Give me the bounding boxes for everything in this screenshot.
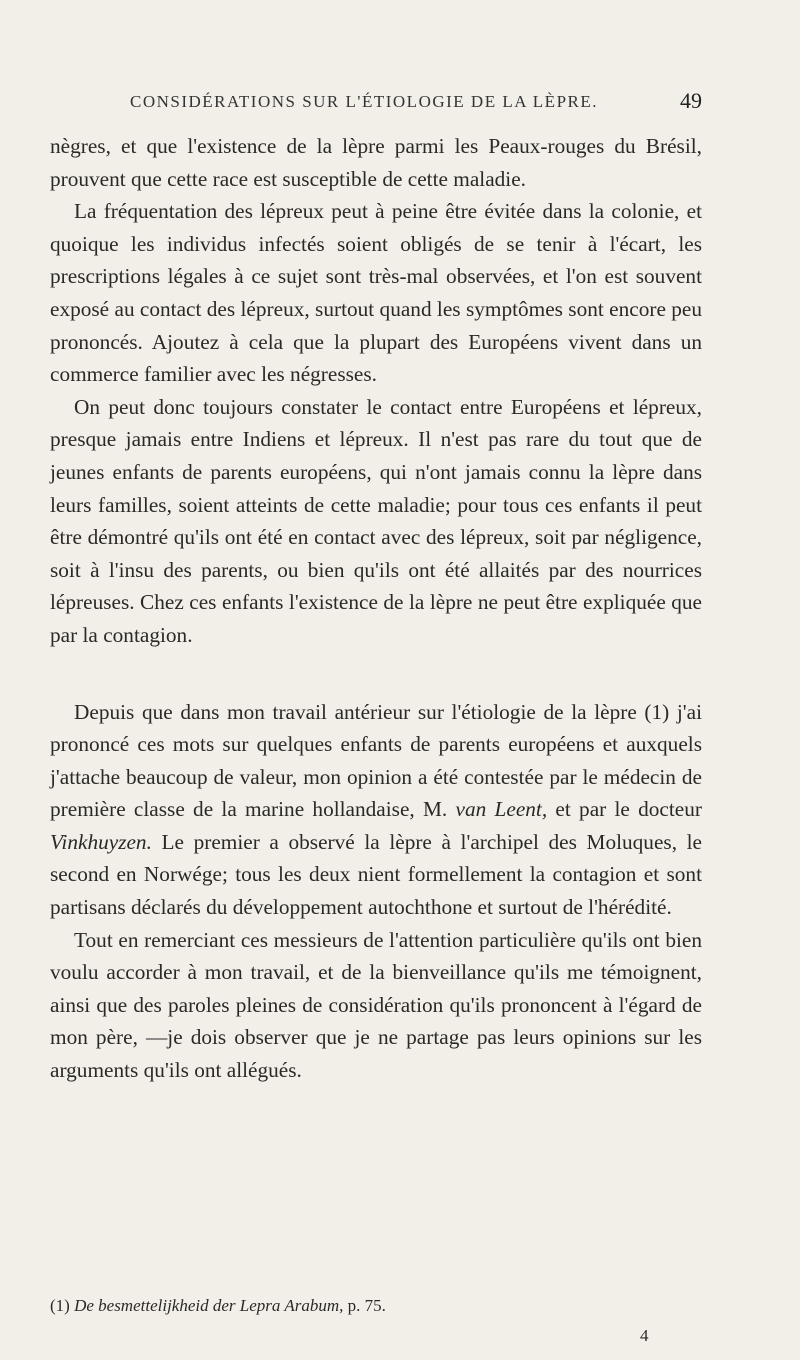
footnote-page: p. 75. <box>343 1296 386 1315</box>
page-number: 49 <box>680 88 702 113</box>
footnote <box>50 1296 702 1316</box>
paragraph-depuis <box>50 696 702 924</box>
running-head: CONSIDÉRATIONS SUR L'ÉTIOLOGIE DE LA LÈPRE. <box>130 92 598 111</box>
paragraph-continued: nègres, et que l'existence de la lèpre parmi les Peaux-rouges du Brésil, prouvent que cette race est susceptible de cette maladie. <box>50 134 702 191</box>
name-van-leent: van Leent, <box>455 797 548 822</box>
section-gap <box>50 652 702 696</box>
footnote-marker: (1) <box>50 1296 75 1315</box>
name-vinkhuyzen: Vinkhuyzen. <box>50 829 152 854</box>
text-span: Depuis que dans mon travail antérieur sur l'étiologie de la lèpre (1) j'ai prononcé ces mots sur quelques enfants de parents européens et auxquels j'attache beaucoup de valeur, mon opinion a été contestée par le médecin de première classe de la marine hollandaise, M. <box>50 699 702 822</box>
text-span: et par le docteur <box>547 797 702 822</box>
text-span: Le premier a observé la lèpre à l'archipel des Moluques, le second en Norwége; tous les deux nient formellement la contagion et sont partisans déclarés du développement autochthone et surtout de l'hérédité. <box>50 829 702 920</box>
page-header <box>50 88 702 122</box>
signature-mark: 4 <box>640 1326 649 1345</box>
paragraph-contact: On peut donc toujours constater le contact entre Européens et lépreux, presque jamais entre Indiens et lépreux. Il n'est pas rare du tout que de jeunes enfants de parents européens, qui n'ont jamais connu la lèpre dans leurs familles, soient atteints de cette maladie; pour tous ces enfants il peut être démontré qu'ils ont été en contact avec des lépreux, soit par négligence, soit à l'insu des parents, ou bien qu'ils ont été allaités par des nourrices lépreuses. Chez ces enfants l'existence de la lèpre ne peut être expliquée que par la contagion. <box>50 394 702 647</box>
body-text <box>50 130 702 1087</box>
footnote-title: De besmettelijkheid der Lepra Arabum, <box>74 1296 344 1315</box>
paragraph-frequentation: La fréquentation des lépreux peut à peine être évitée dans la colonie, et quoique les individus infectés soient obligés de se tenir à l'écart, les prescriptions légales à ce sujet sont très-mal observées, et l'on est souvent exposé au contact des lépreux, surtout quand les symptômes sont encore peu prononcés. Ajoutez à cela que la plupart des Européens vivent dans un commerce familier avec les négresses. <box>50 199 702 387</box>
paragraph-remerciant: Tout en remerciant ces messieurs de l'attention particulière qu'ils ont bien voulu accorder à mon travail, et de la bienveillance qu'ils me témoignent, ainsi que des paroles pleines de considération qu'ils prononcent à l'égard de mon père, —je dois observer que je ne partage pas leurs opinions sur les arguments qu'ils ont allégués. <box>50 927 702 1083</box>
